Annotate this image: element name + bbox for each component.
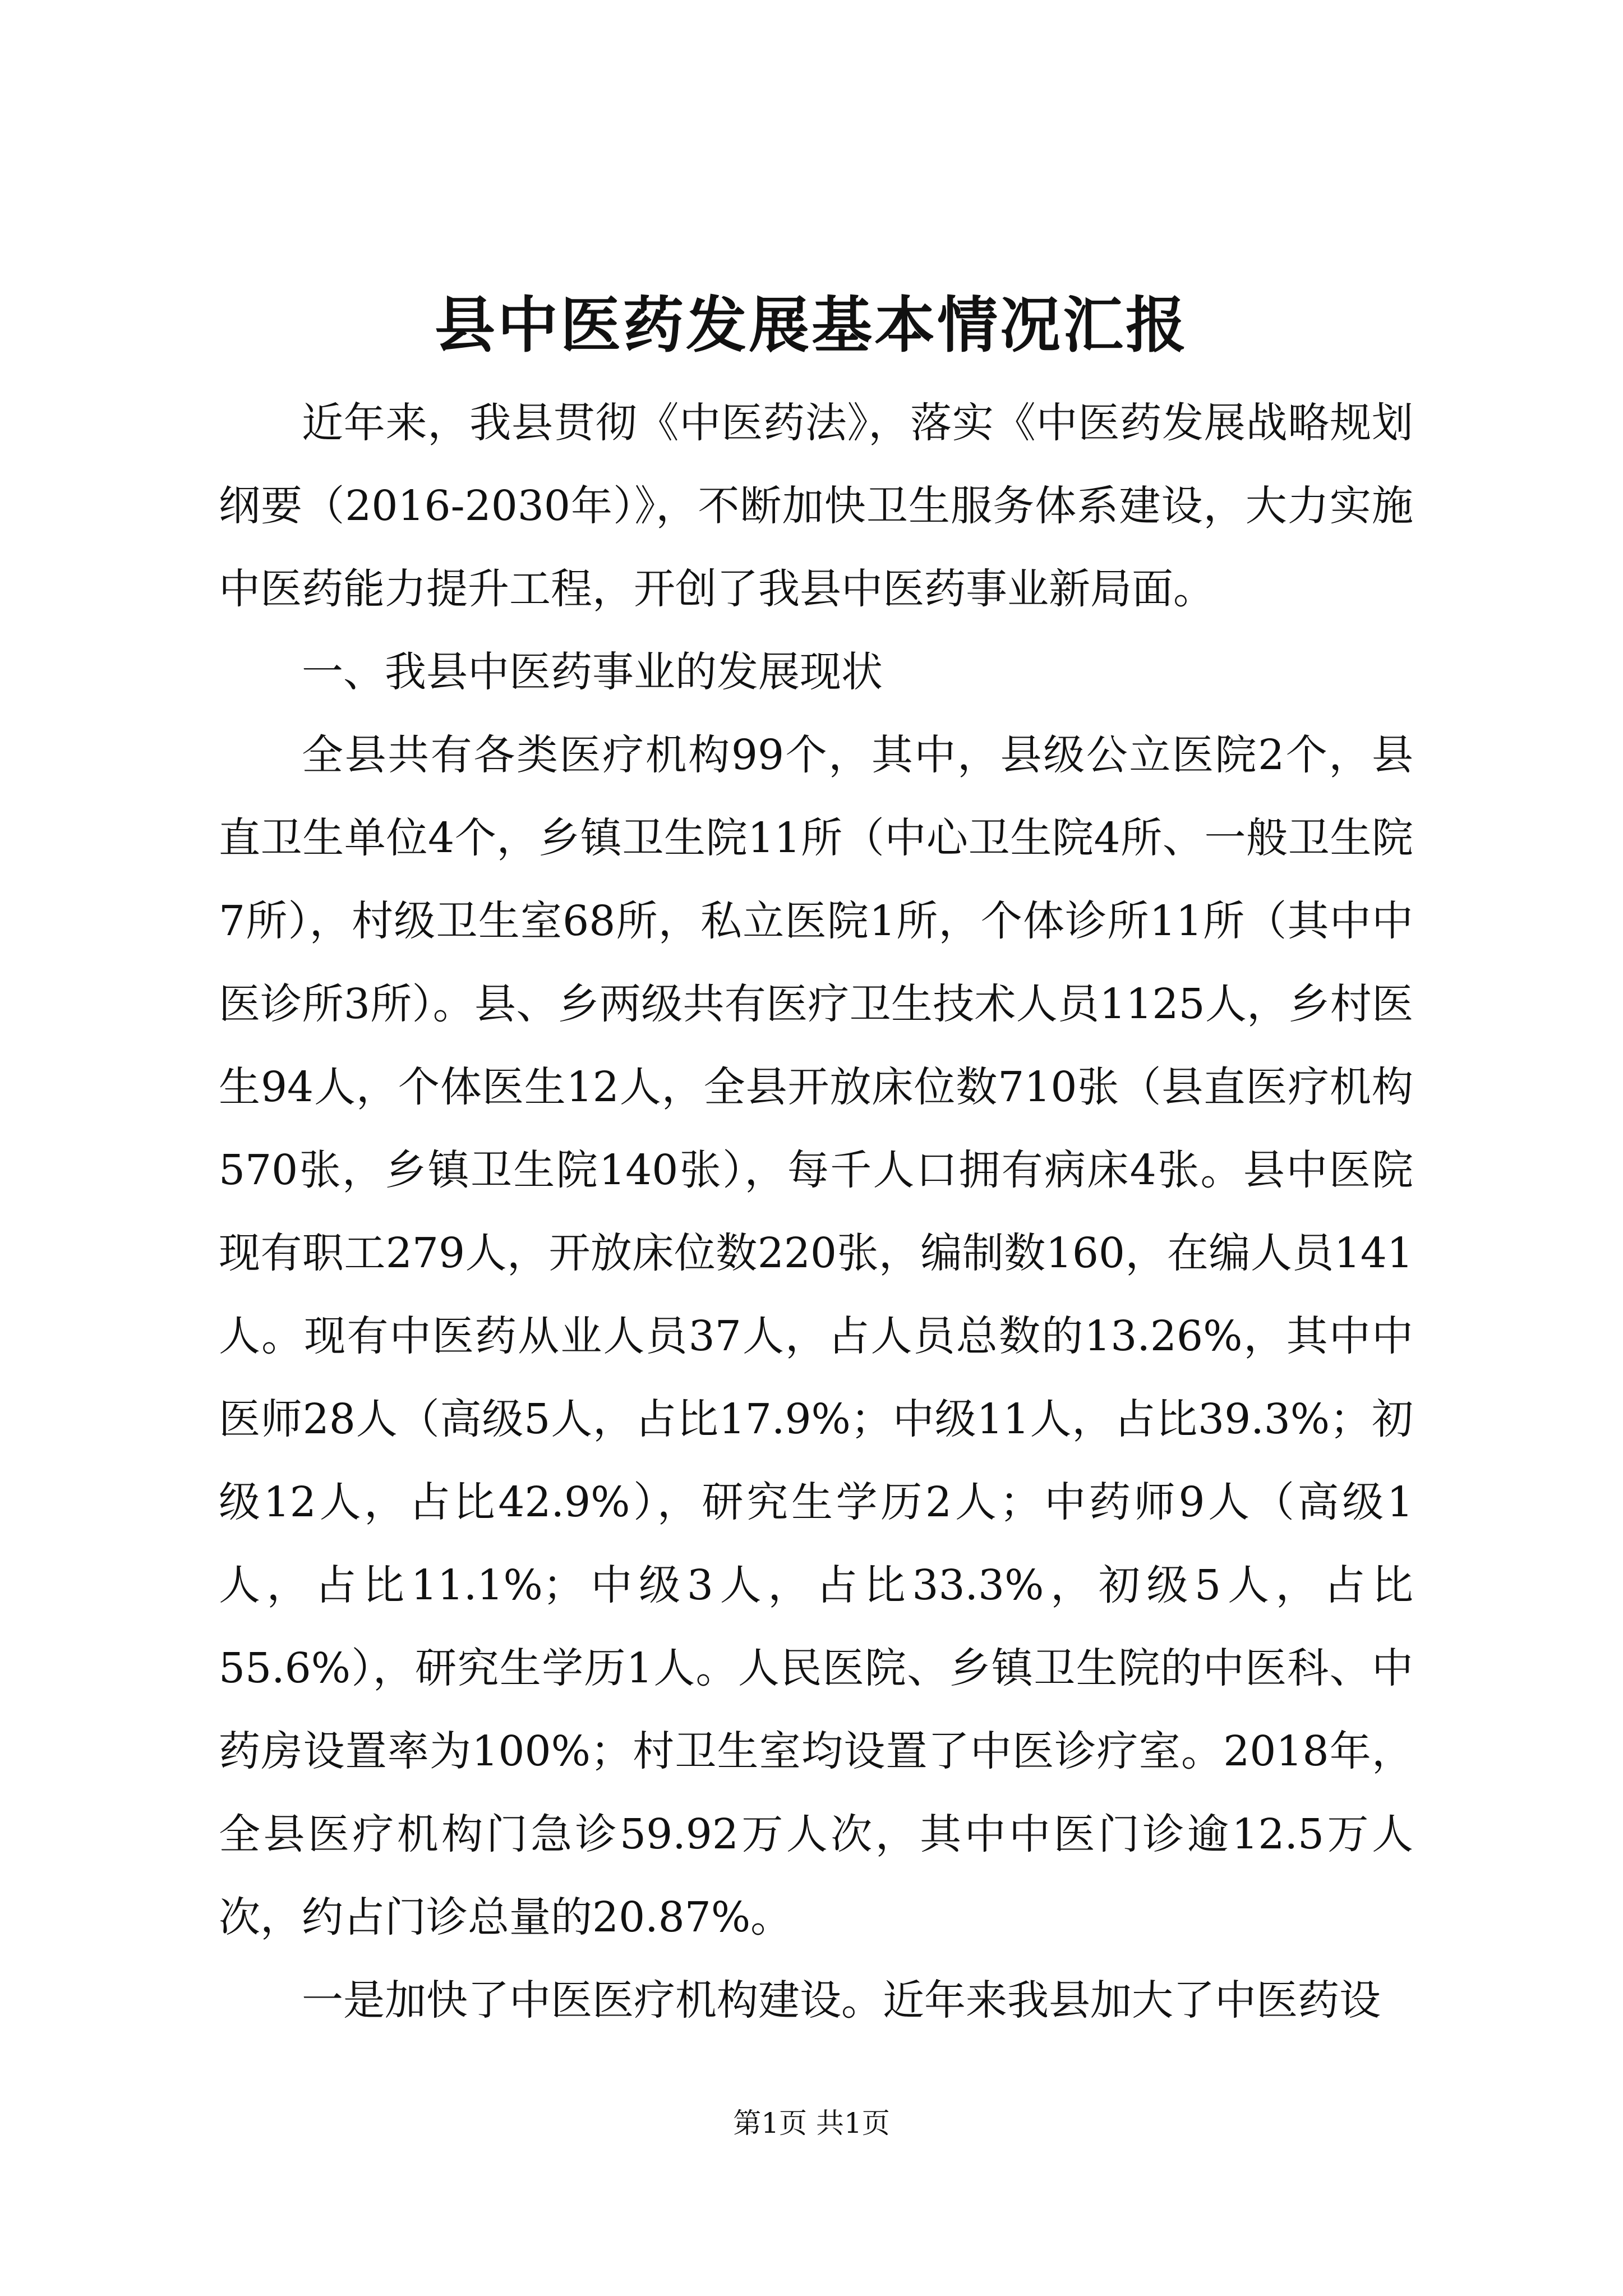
paragraph-status: 全县共有各类医疗机构99个，其中，县级公立医院2个，县直卫生单位4个，乡镇卫生院11所（中心卫生院4所、一般卫生院7所），村级卫生室68所，私立医院1所，个体诊所11所（其中中医诊所3所）。县、乡两级共有医疗卫生技术人员1125人，乡村医生94人，个体医生12人，全县开放床位数710张（县直医疗机构570张，乡镇卫生院140张），每千人口拥有病床4张。县中医院现有职工279人，开放床位数220张，编制数160，在编人员141人。现有中医药从业人员37人，占人员总数的13.26%，其中中医师28人（高级5人，占比17.9%；中级11人，占比39.3%；初级12人，占比42.9%），研究生学历2人；中药师9人（高级1人，占比11.1%；中级3人，占比33.3%，初级5人，占比55.6%），研究生学历1人。人民医院、乡镇卫生院的中医科、中药房设置率为100%；村卫生室均设置了中医诊疗室。2018年，全县医疗机构门急诊59.92万人次，其中中医门诊逾12.5万人次，约占门诊总量的20.87%。	[219, 731, 1413, 1941]
document-body	[219, 381, 1413, 2042]
paragraph-intro: 近年来，我县贯彻《中医药法》，落实《中医药发展战略规划纲要（2016-2030年）》，不断加快卫生服务体系建设，大力实施中医药能力提升工程，开创了我县中医药事业新局面。	[219, 399, 1413, 613]
document-title: 县中医药发展基本情况汇报	[434, 290, 1188, 361]
paragraph-first-point: 一是加快了中医医疗机构建设。近年来我县加大了中医药设	[302, 1976, 1381, 2024]
page-number-footer: 第1页 共1页	[733, 2107, 890, 2139]
section-heading: 一、我县中医药事业的发展现状	[302, 648, 883, 696]
